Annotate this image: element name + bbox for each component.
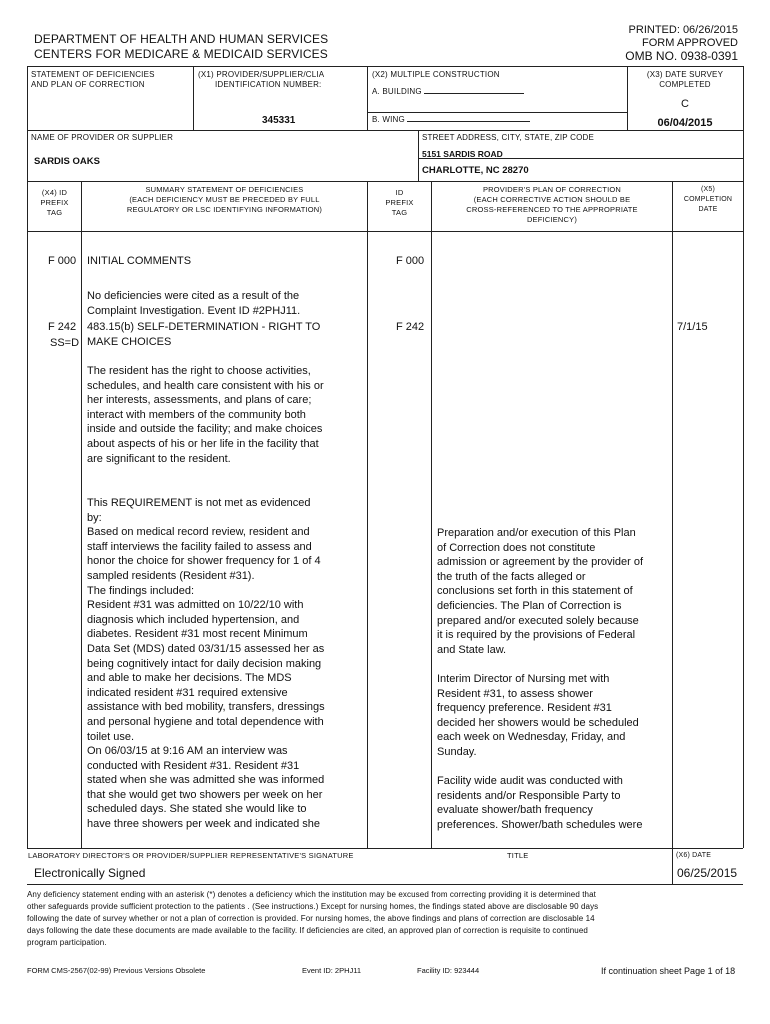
text-line: Interim Director of Nursing met with bbox=[437, 672, 610, 685]
signature-date-divider bbox=[672, 848, 673, 884]
x3-divider bbox=[627, 66, 628, 130]
building-field: A. BUILDING bbox=[372, 86, 524, 97]
text-line: are significant to the resident. bbox=[87, 452, 231, 465]
text-line: evaluate shower/bath frequency bbox=[437, 804, 593, 817]
provider-name-label: NAME OF PROVIDER OR SUPPLIER bbox=[31, 133, 174, 142]
findings-text bbox=[87, 496, 365, 832]
agency-name: CENTERS FOR MEDICARE & MEDICAID SERVICES bbox=[34, 47, 328, 61]
id-column-divider bbox=[431, 181, 432, 848]
text-line: scheduled days. She stated she would like to bbox=[87, 803, 307, 816]
text-line: diabetes. Resident #31 most recent Minimum bbox=[87, 628, 308, 641]
text-line: toilet use. bbox=[87, 730, 135, 743]
completion-date: 7/1/15 bbox=[677, 321, 708, 333]
text-line: each week on Wednesday, Friday, and bbox=[437, 731, 626, 744]
signature-label: LABORATORY DIRECTOR'S OR PROVIDER/SUPPLIER REPRESENTATIVE'S SIGNATURE bbox=[28, 851, 354, 860]
tag-f000-right: F 000 bbox=[396, 255, 425, 267]
statement-label: STATEMENT OF DEFICIENCIES AND PLAN OF CORRECTION bbox=[31, 70, 155, 89]
text-line bbox=[437, 657, 671, 672]
text-line: and personal hygiene and total dependence with bbox=[87, 715, 324, 728]
text-line: staff interviews the facility failed to assess and bbox=[87, 540, 312, 553]
provider-box-bottom-border bbox=[27, 181, 743, 182]
text-line: frequency preference. Resident #31 bbox=[437, 702, 612, 715]
id-header: ID PREFIX TAG bbox=[385, 188, 414, 217]
text-line: being cognitively intact for daily decision making bbox=[87, 657, 322, 670]
text-line: Data Set (MDS) dated 03/31/15 assessed her as bbox=[87, 642, 325, 655]
text-line: deficiencies. The Plan of Correction is bbox=[437, 599, 622, 612]
disclaimer-line: Any deficiency statement ending with an asterisk (*) denotes a deficiency which the institution may be excused from correcting providing it is determined that bbox=[27, 890, 596, 899]
city-state-zip: CHARLOTTE, NC 28270 bbox=[422, 165, 529, 176]
text-line: it is required by the provisions of Federal bbox=[437, 629, 636, 642]
x1-label: (X1) PROVIDER/SUPPLIER/CLIA IDENTIFICATION NUMBER: bbox=[198, 70, 325, 89]
left-border bbox=[27, 66, 28, 848]
text-line: Based on medical record review, resident and bbox=[87, 526, 310, 539]
x5-header: (X5) COMPLETION DATE bbox=[683, 186, 733, 213]
text-line: preferences. Shower/bath schedules were bbox=[437, 818, 643, 831]
text-line: her interests, assessments, and plans of care; bbox=[87, 394, 312, 407]
plan-column-divider bbox=[672, 181, 673, 848]
address-label: STREET ADDRESS, CITY, STATE, ZIP CODE bbox=[422, 133, 595, 142]
f242-title: 483.15(b) SELF-DETERMINATION - RIGHT TO MAKE CHOICES bbox=[87, 321, 321, 348]
form-info bbox=[625, 24, 738, 63]
form-approved: FORM APPROVED bbox=[642, 37, 738, 49]
building-wing-divider bbox=[367, 112, 627, 113]
facility-id: Facility ID: 923444 bbox=[417, 966, 480, 975]
text-line: diagnosis which included hypertension, and bbox=[87, 613, 300, 626]
tag-f000: F 000 bbox=[48, 255, 77, 267]
text-line: sampled residents (Resident #31). bbox=[87, 569, 255, 582]
text-line: and State law. bbox=[437, 643, 507, 656]
event-id: Event ID: 2PHJ11 bbox=[302, 966, 362, 975]
text-line: residents and/or Responsible Party to bbox=[437, 789, 621, 802]
summary-column-divider bbox=[367, 181, 368, 848]
text-line: stated when she was admitted she was informed bbox=[87, 774, 325, 787]
disclaimer-line: days following the date these documents are made available to the facility. If deficiencies are cited, an approved plan of correction is requisite to continued bbox=[27, 926, 588, 935]
signature-value: Electronically Signed bbox=[34, 866, 146, 880]
survey-code: C bbox=[681, 98, 689, 110]
text-line: conclusions set forth in this statement of bbox=[437, 585, 633, 598]
text-line: of Correction does not constitute bbox=[437, 541, 596, 554]
x3-label: (X3) DATE SURVEY COMPLETED bbox=[646, 70, 724, 89]
building-line bbox=[424, 86, 524, 94]
wing-line bbox=[407, 114, 530, 122]
plan-header: PROVIDER'S PLAN OF CORRECTION (EACH CORRECTIVE ACTION SHOULD BE CROSS-REFERENCED TO THE APPROPRIATE DEFICIENCY) bbox=[466, 185, 638, 224]
text-line: This REQUIREMENT is not met as evidenced bbox=[87, 497, 311, 509]
x1-divider bbox=[193, 66, 194, 130]
disclaimer-line: following the date of survey whether or not a plan of correction is provided. For nursing homes, the above findings and plans of correction are disclosable 14 bbox=[27, 914, 595, 923]
text-line: interact with members of the community both bbox=[87, 408, 306, 421]
omb-number: OMB NO. 0938-0391 bbox=[625, 49, 738, 63]
plan-of-correction-text bbox=[437, 526, 671, 832]
agency-header bbox=[34, 32, 328, 62]
text-line: have three showers per week and indicated she bbox=[87, 818, 320, 831]
top-box-border bbox=[27, 66, 743, 67]
id-box-bottom-border bbox=[27, 130, 743, 131]
text-line: honor the choice for shower frequency for 1 of 4 bbox=[87, 555, 321, 568]
text-line: decided her showers would be scheduled bbox=[437, 716, 639, 729]
text-line: conducted with Resident #31. Resident #31 bbox=[87, 759, 300, 772]
x4-header: (X4) ID PREFIX TAG bbox=[40, 188, 69, 217]
text-line: Preparation and/or execution of this Plan bbox=[437, 527, 636, 539]
text-line: Resident #31, to assess shower bbox=[437, 687, 593, 700]
page-number: If continuation sheet Page 1 of 18 bbox=[601, 966, 736, 976]
title-label: TITLE bbox=[507, 851, 529, 860]
no-deficiencies-text: No deficiencies were cited as a result of the Complaint Investigation. Event ID #2PHJ11. bbox=[87, 290, 301, 317]
printed-date: PRINTED: 06/26/2015 bbox=[628, 24, 738, 36]
address-divider-v bbox=[418, 130, 419, 181]
text-line: Resident #31 was admitted on 10/22/10 with bbox=[87, 599, 304, 612]
text-line: Facility wide audit was conducted with bbox=[437, 775, 623, 788]
text-line: The findings included: bbox=[87, 584, 195, 597]
text-line: Sunday. bbox=[437, 745, 477, 758]
x4-column-divider bbox=[81, 181, 82, 848]
text-line: schedules, and health care consistent with his or bbox=[87, 379, 324, 392]
x2-label: (X2) MULTIPLE CONSTRUCTION bbox=[372, 70, 500, 79]
disclaimer-text bbox=[27, 889, 743, 949]
text-line: The resident has the right to choose activities, bbox=[87, 365, 311, 377]
tag-f242-right: F 242 bbox=[396, 321, 425, 333]
tag-f242: F 242 bbox=[48, 321, 77, 333]
initial-comments-heading: INITIAL COMMENTS bbox=[87, 255, 192, 267]
department-name: DEPARTMENT OF HEALTH AND HUMAN SERVICES bbox=[34, 32, 329, 46]
text-line: about aspects of his or her life in the facility that bbox=[87, 437, 319, 450]
wing-field: B. WING bbox=[372, 114, 530, 125]
column-header-bottom-border bbox=[27, 231, 743, 232]
summary-header: SUMMARY STATEMENT OF DEFICIENCIES (EACH DEFICIENCY MUST BE PRECEDED BY FULL REGULATORY OR LSC IDENTIFYING INFORMATION) bbox=[126, 185, 323, 214]
signature-date-label: (X6) DATE bbox=[676, 852, 712, 859]
disclaimer-line: other safeguards provide sufficient protection to the patients . (See instructions.) Except for nursing homes, the findings stated above are disclosable 90 days bbox=[27, 902, 599, 911]
text-line: prepared and/or executed solely because bbox=[437, 614, 639, 627]
text-line: indicated resident #31 required extensive bbox=[87, 686, 288, 699]
signature-date: 06/25/2015 bbox=[677, 866, 738, 880]
disclaimer-line: program participation. bbox=[27, 938, 107, 947]
provider-id-number: 345331 bbox=[262, 115, 296, 126]
text-line: admission or agreement by the provider of bbox=[437, 556, 644, 569]
text-line bbox=[437, 760, 671, 775]
x2-divider bbox=[367, 66, 368, 130]
survey-date: 06/04/2015 bbox=[657, 117, 713, 129]
regulation-text bbox=[87, 364, 365, 466]
text-line: the truth of the facts alleged or bbox=[437, 570, 586, 583]
text-line: assistance with bed mobility, transfers, dressings bbox=[87, 701, 325, 714]
text-line: On 06/03/15 at 9:16 AM an interview was bbox=[87, 745, 288, 758]
street-address: 5151 SARDIS ROAD bbox=[422, 149, 503, 159]
provider-name: SARDIS OAKS bbox=[34, 156, 100, 167]
text-line: and able to make her decisions. The MDS bbox=[87, 672, 292, 685]
signature-bottom-border bbox=[27, 884, 743, 885]
scope-severity: SS=D bbox=[50, 337, 80, 349]
text-line: inside and outside the facility; and make choices bbox=[87, 423, 323, 436]
text-line: by: bbox=[87, 511, 102, 524]
signature-top-border bbox=[27, 848, 743, 849]
right-border bbox=[743, 66, 744, 848]
form-number: FORM CMS-2567(02-99) Previous Versions Obsolete bbox=[27, 966, 206, 975]
text-line: that she would get two showers per week on her bbox=[87, 788, 323, 801]
